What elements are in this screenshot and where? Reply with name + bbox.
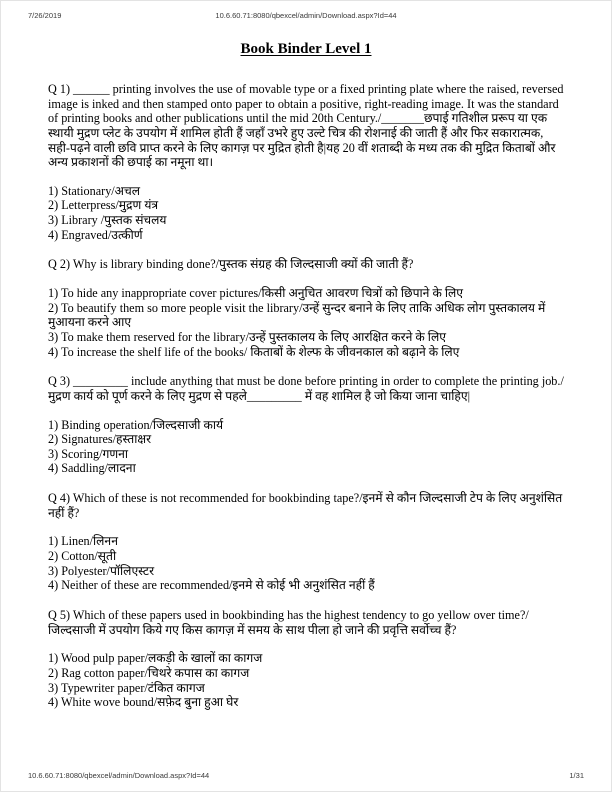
- option-text: 3) Library /पुस्तक संचलय: [48, 213, 167, 228]
- print-footer: [28, 771, 584, 780]
- print-header: [28, 11, 584, 20]
- question-block-5: [48, 608, 564, 710]
- option-text: 3) Scoring/गणना: [48, 446, 129, 461]
- option-text: 2) Rag cotton paper/चिथरे कपास का कागज: [48, 665, 250, 680]
- print-header-url: 10.6.60.71:8080/qbexcel/admin/Download.aspx?Id=44: [215, 11, 397, 20]
- option-text: 2) Signatures/हस्ताक्षर: [48, 432, 152, 447]
- print-footer-url: 10.6.60.71:8080/qbexcel/admin/Download.aspx?Id=44: [28, 771, 210, 780]
- option-text: 2) Letterpress/मुद्रण यंत्र: [48, 198, 159, 213]
- option-text: 1) Stationary/अचल: [48, 183, 140, 198]
- question-text: Q 4) Which of these is not recommended for bookbinding tape?/इनमें से कौन जिल्दसाजी टेप के लिए अनुशंसित नहीं हैं?: [48, 491, 566, 520]
- question-paper-body: [48, 82, 567, 710]
- question-text: Q 2) Why is library binding done?/पुस्तक संग्रह की जिल्दसाजी क्यों की जाती हैं?: [48, 257, 414, 272]
- print-date: 7/26/2019: [28, 11, 62, 20]
- options-list: [48, 286, 564, 359]
- options-list: [48, 651, 564, 710]
- option-text: 4) Saddling/लादना: [48, 461, 136, 476]
- question-text: Q 1) ______ printing involves the use of movable type or a fixed printing plate where the raised, reversed image is inked and then stamped onto paper to obtain a positive, right-reading image. It was the standard of printing books and other publications until the mid 20th Century./_______छपाई गतिशील प्ररूप या एक स्थायी मुद्रण प्लेट के उपयोग में शामिल होती हैं जहाँ उभरे हुए उल्टे चित्र की रोशनाई की जाती हैं और फिर सकारात्मक, सही-पढ़ने वाली छवि प्राप्त करने के लिए कागज़ पर मुद्रित होती है|यह 20 वीं शताब्दी के मध्य तक की मुद्रित किताबों और अन्य प्रकाशनों की छपाई का नमूना था।: [48, 82, 567, 170]
- option-text: 4) To increase the shelf life of the books/ किताबों के शेल्फ के जीवनकाल को बढ़ाने के लिए: [48, 344, 460, 359]
- option-text: 4) Neither of these are recommended/इनमे से कोई भी अनुशंसित नहीं हैं: [48, 578, 375, 593]
- option-text: 4) White wove bound/सफ़ेद बुना हुआ घेर: [48, 695, 239, 710]
- option-text: 2) To beautify them so more people visit the library/उन्हें सुन्दर बनाने के लिए ताकि अधिक लोग पुस्तकालय में मुआयना करने आए: [48, 300, 546, 330]
- question-text: Q 5) Which of these papers used in bookbinding has the highest tendency to go yellow over time?/जिल्दसाजी में उपयोग किये गए किस कागज़ में समय के साथ पीला हो जाने की प्रवृत्ति सर्वोच्च हैं?: [48, 607, 529, 637]
- option-text: 3) Polyester/पॉलिएस्टर: [48, 563, 155, 578]
- option-text: 1) Binding operation/जिल्दसाजी कार्य: [48, 417, 224, 432]
- options-list: [48, 534, 564, 593]
- option-text: 1) Linen/लिनन: [48, 534, 118, 549]
- option-text: 3) Typewriter paper/टंकित कागज: [48, 680, 205, 695]
- question-text: Q 3) _________ include anything that must be done before printing in order to complete the printing job./मुद्रण कार्य को पूर्ण करने के लिए मुद्रण से पहले_________ में वह शामिल है जो किया जाना चाहिए|: [48, 374, 564, 403]
- option-text: 1) Wood pulp paper/लकड़ी के खालों का कागज: [48, 651, 263, 666]
- question-block-2: [48, 257, 564, 359]
- option-text: 3) To make them reserved for the library/उन्हें पुस्तकालय के लिए आरक्षित करने के लिए: [48, 329, 446, 344]
- option-text: 4) Engraved/उत्कीर्ण: [48, 227, 143, 242]
- options-list: [48, 184, 564, 243]
- options-list: [48, 418, 564, 477]
- option-text: 2) Cotton/सूती: [48, 549, 117, 564]
- question-block-3: [48, 374, 564, 476]
- option-text: 1) To hide any inappropriate cover pictures/किसी अनुचित आवरण चित्रों को छिपाने के लिए: [48, 286, 464, 301]
- question-block-4: [48, 491, 564, 593]
- page-title: Book Binder Level 1: [240, 41, 372, 57]
- question-block-1: [48, 82, 567, 242]
- page-number: 1/31: [569, 771, 584, 780]
